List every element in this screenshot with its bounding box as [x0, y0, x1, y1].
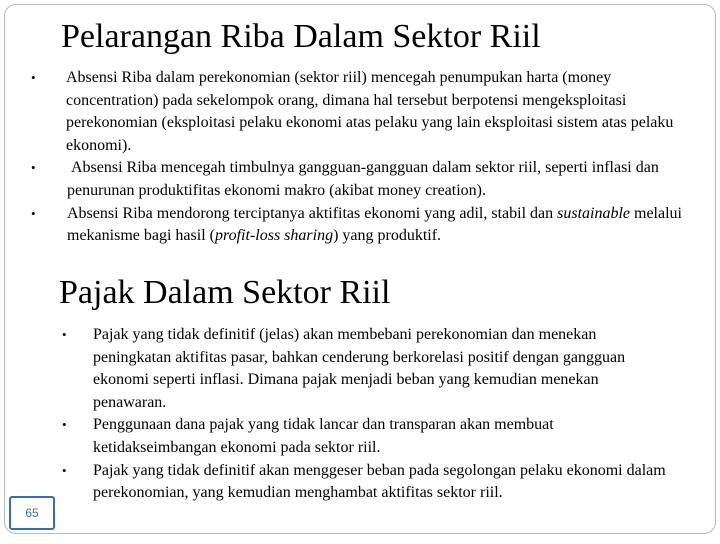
slide [4, 4, 716, 534]
riba-bullet-list [31, 67, 696, 248]
bullet-text: Absensi Riba mencegah timbulnya gangguan-gangguan dalam sektor riil, seperti inflasi dan penurunan produktifitas ekonomi makro (akibat money creation). [67, 159, 663, 199]
bullet-text: Penggunaan dana pajak yang tidak lancar dan transparan akan membuat ketidakseimbangan ekonomi pada sektor riil. [93, 416, 554, 456]
bullet-icon: • [31, 70, 36, 85]
list-item [31, 157, 696, 202]
text-segment: Absensi Riba mendorong terciptanya aktifitas ekonomi yang adil, stabil dan [67, 204, 558, 222]
list-item [31, 67, 696, 157]
list-item [62, 460, 672, 505]
list-item [31, 203, 696, 248]
pajak-bullet-list [62, 324, 672, 505]
text-segment: ) yang produktif. [333, 227, 442, 245]
list-item [62, 414, 672, 459]
bullet-icon: • [62, 327, 67, 342]
bullet-text: Pajak yang tidak definitif akan menggeser beban pada segolongan pelaku ekonomi dalam perekonomian, yang kemudian menghambat aktifitas sektor riil. [93, 461, 666, 502]
bullet-icon: • [62, 462, 67, 478]
list-item [62, 324, 672, 414]
bullet-icon: • [62, 417, 67, 433]
page-number-badge: 65 [9, 496, 55, 530]
bullet-icon: • [31, 160, 36, 176]
emphasis-sustainable: sustainable [557, 204, 630, 222]
section-title: Pajak Dalam Sektor Riil [59, 274, 391, 311]
bullet-text [31, 203, 696, 248]
text-segment: melalui mekanisme bagi hasil ( [67, 204, 682, 245]
slide-title: Pelarangan Riba Dalam Sektor Riil [61, 18, 541, 55]
emphasis-profit-loss-sharing: profit-loss sharing [214, 227, 334, 245]
bullet-text: Pajak yang tidak definitif (jelas) akan membebani perekonomian dan menekan peningkatan aktifitas pasar, bahkan cenderung berkorelasi positif dengan gangguan ekonomi seperti inflasi. Dimana pajak menjadi beban yang kemudian menekan penawaran. [93, 326, 626, 411]
bullet-text: Absensi Riba dalam perekonomian (sektor riil) mencegah penumpukan harta (money concentration) pada sekelompok orang, dimana hal tersebut berpotensi mengeksploitasi perekonomian (eksploitasi pelaku ekonomi atas pelaku yang lain eksploitasi sistem atas pelaku ekonomi). [66, 69, 674, 154]
bullet-icon: • [31, 205, 36, 221]
